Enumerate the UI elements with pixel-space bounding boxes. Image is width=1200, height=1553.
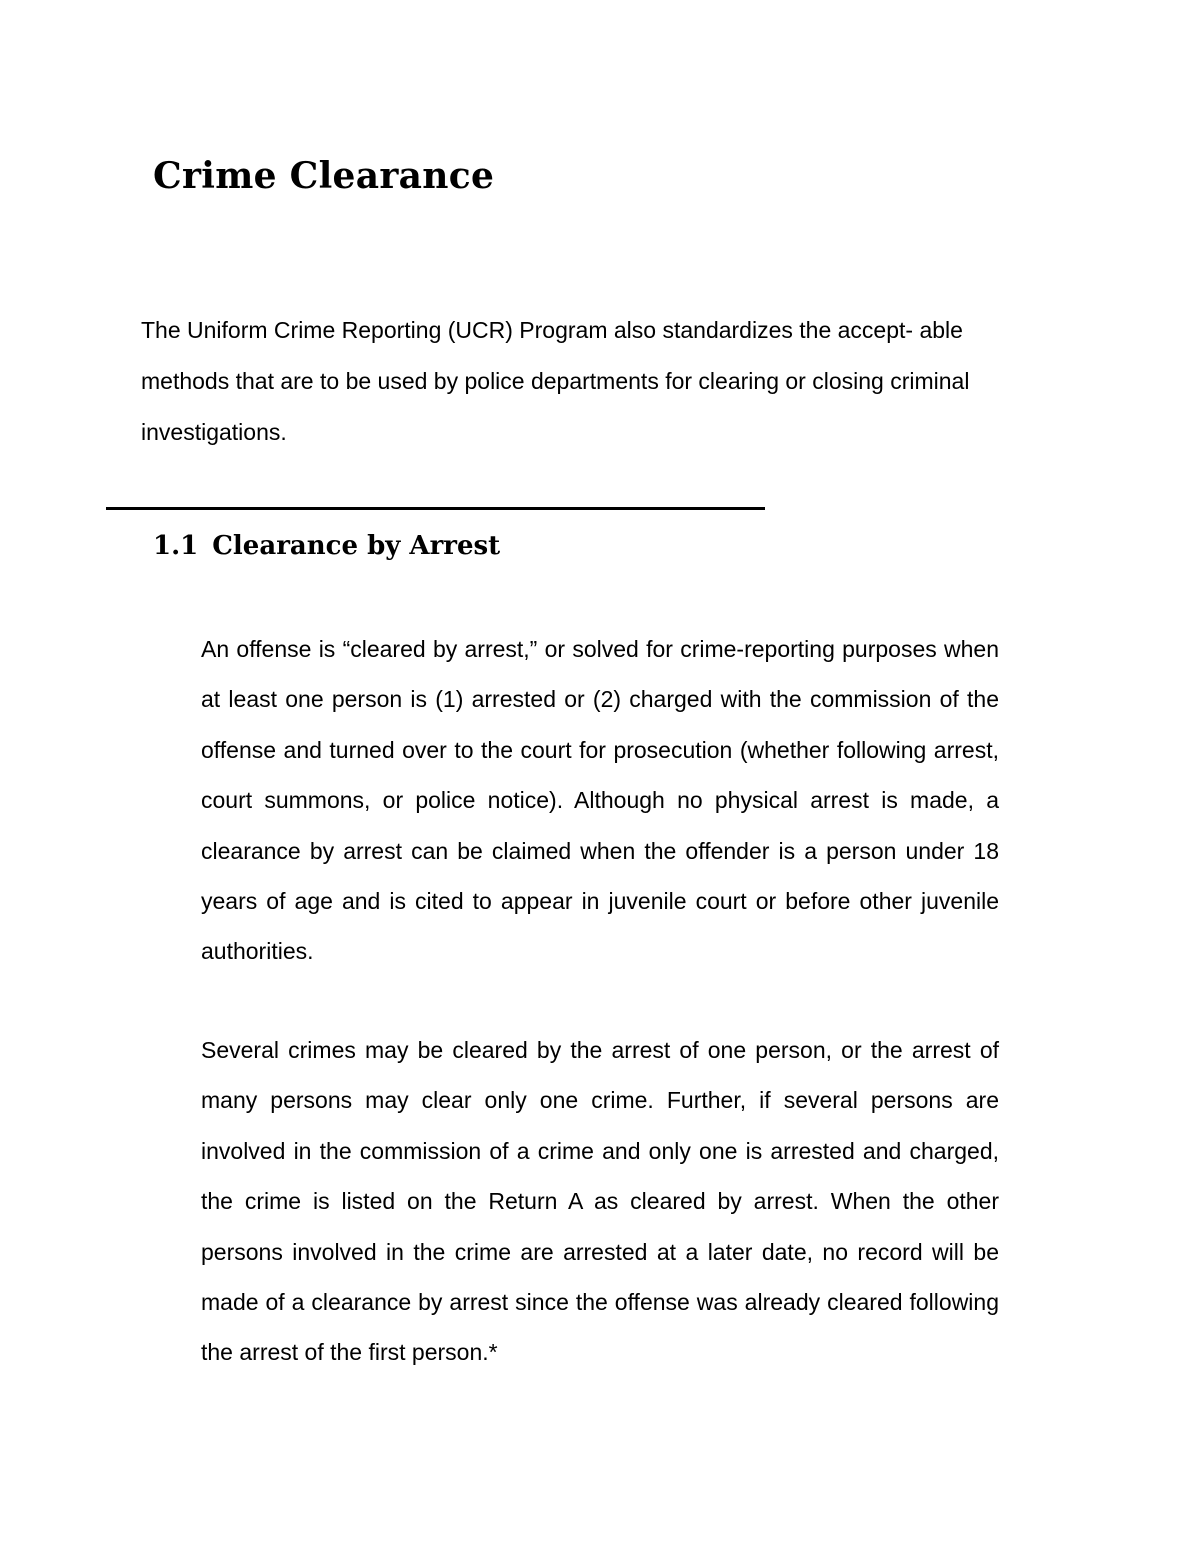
body-paragraph: Several crimes may be cleared by the arrest of one person, or the arrest of many persons may clear only one crime. Further, if several persons are involved in the commission of a crime and only one is arrested and charged, the crime is listed on the Return A as cleared by arrest. When the other persons involved in the crime are arrested at a later date, no record will be made of a clearance by arrest since the offense was already cleared following the arrest of the first person.* bbox=[201, 1037, 999, 1366]
section-title: Clearance by Arrest bbox=[212, 531, 501, 561]
page-title: Crime Clearance bbox=[153, 155, 495, 197]
intro-paragraph: The Uniform Crime Reporting (UCR) Program also standardizes the accept- able methods that are to be used by police departments for clearing or closing criminal investigations. bbox=[141, 317, 970, 445]
section-divider bbox=[106, 507, 765, 510]
body-paragraph: An offense is “cleared by arrest,” or solved for crime-reporting purposes when at least one person is (1) arrested or (2) charged with the commission of the offense and turned over to the court for prosecution (whether following arrest, court summons, or police notice). Although no physical arrest is made, a clearance by arrest can be claimed when the offender is a person under 18 years of age and is cited to appear in juvenile court or before other juvenile authorities. bbox=[201, 636, 999, 965]
section-number: 1.1 bbox=[153, 531, 199, 561]
section-heading bbox=[153, 526, 500, 566]
